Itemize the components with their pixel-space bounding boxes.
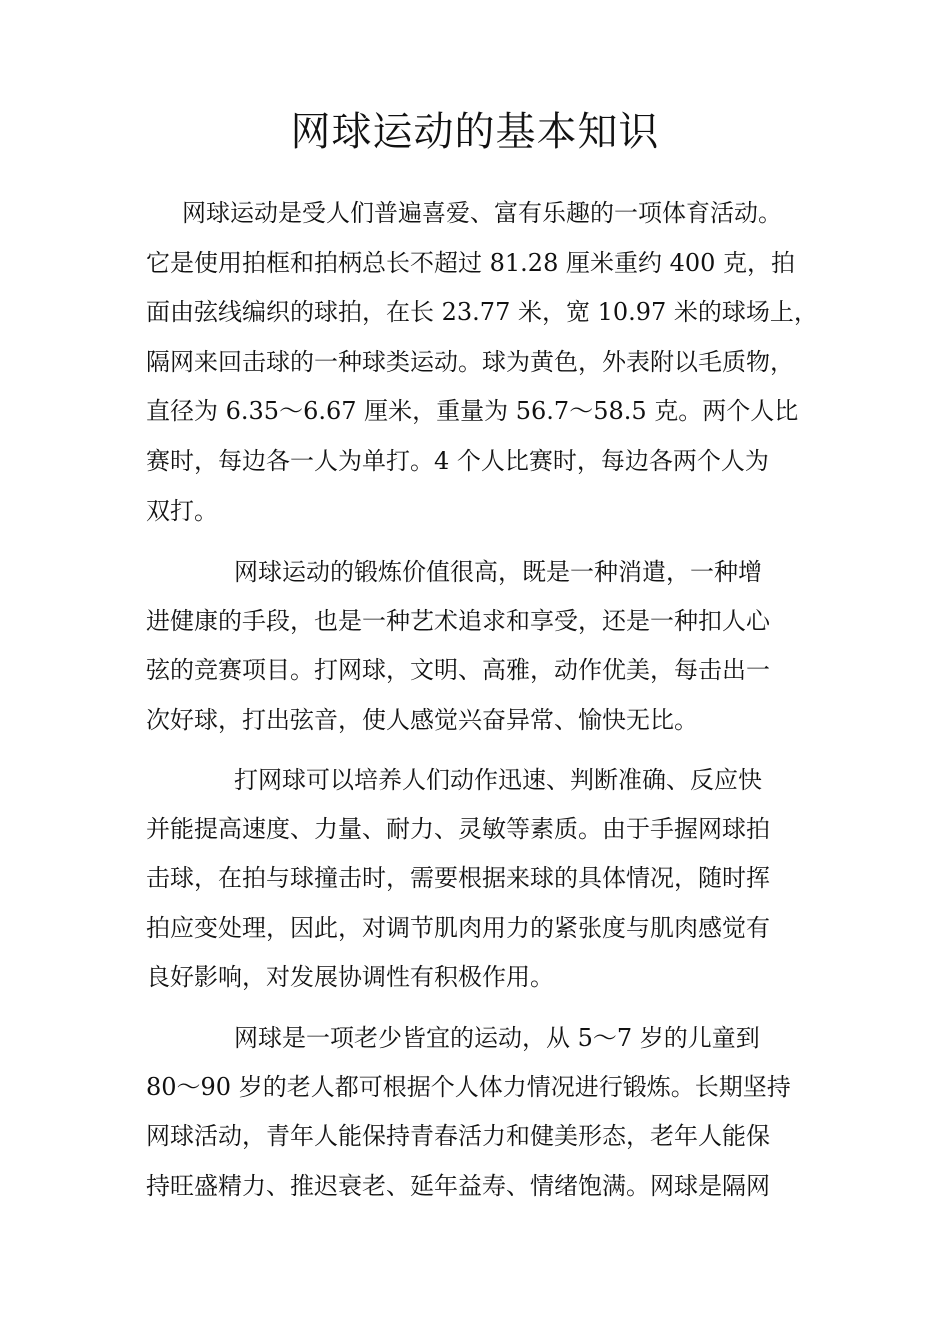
paragraph-line: 次好球，打出弦音，使人感觉兴奋异常、愉快无比。 xyxy=(146,706,698,734)
paragraph-line: 面由弦线编织的球拍，在长 23.77 米，宽 10.97 米的球场上， xyxy=(146,298,818,326)
paragraph-line: 良好影响，对发展协调性有积极作用。 xyxy=(146,963,554,991)
paragraph-line: 网球运动的锻炼价值很高，既是一种消遣，一种增 xyxy=(234,558,762,586)
document-title: 网球运动的基本知识 xyxy=(290,109,660,155)
paragraph-line: 持旺盛精力、推迟衰老、延年益寿、情绪饱满。网球是隔网 xyxy=(146,1172,770,1200)
paragraph-line: 弦的竞赛项目。打网球，文明、高雅，动作优美，每击出一 xyxy=(146,656,770,684)
paragraph-line: 拍应变处理，因此，对调节肌肉用力的紧张度与肌肉感觉有 xyxy=(146,914,770,942)
paragraph-line: 赛时，每边各一人为单打。4 个人比赛时，每边各两个人为 xyxy=(146,447,769,475)
paragraph-line: 它是使用拍框和拍柄总长不超过 81.28 厘米重约 400 克，拍 xyxy=(146,249,796,277)
paragraph-line: 网球运动是受人们普遍喜爱、富有乐趣的一项体育活动。 xyxy=(182,199,782,227)
paragraph-line: 进健康的手段，也是一种艺术追求和享受，还是一种扣人心 xyxy=(146,607,770,635)
paragraph-line: 打网球可以培养人们动作迅速、判断准确、反应快 xyxy=(234,766,762,794)
paragraph-line: 网球活动，青年人能保持青春活力和健美形态，老年人能保 xyxy=(146,1122,770,1150)
paragraph-line: 并能提高速度、力量、耐力、灵敏等素质。由于手握网球拍 xyxy=(146,815,770,843)
paragraph-line: 直径为 6.35～6.67 厘米，重量为 56.7～58.5 克。两个人比 xyxy=(146,397,799,425)
paragraph-line: 80～90 岁的老人都可根据个人体力情况进行锻炼。长期坚持 xyxy=(146,1073,791,1101)
paragraph-line: 隔网来回击球的一种球类运动。球为黄色，外表附以毛质物， xyxy=(146,348,794,376)
paragraph-line: 双打。 xyxy=(146,497,218,525)
paragraph-line: 网球是一项老少皆宜的运动，从 5～7 岁的儿童到 xyxy=(234,1024,760,1052)
paragraph-line: 击球，在拍与球撞击时，需要根据来球的具体情况，随时挥 xyxy=(146,864,770,892)
